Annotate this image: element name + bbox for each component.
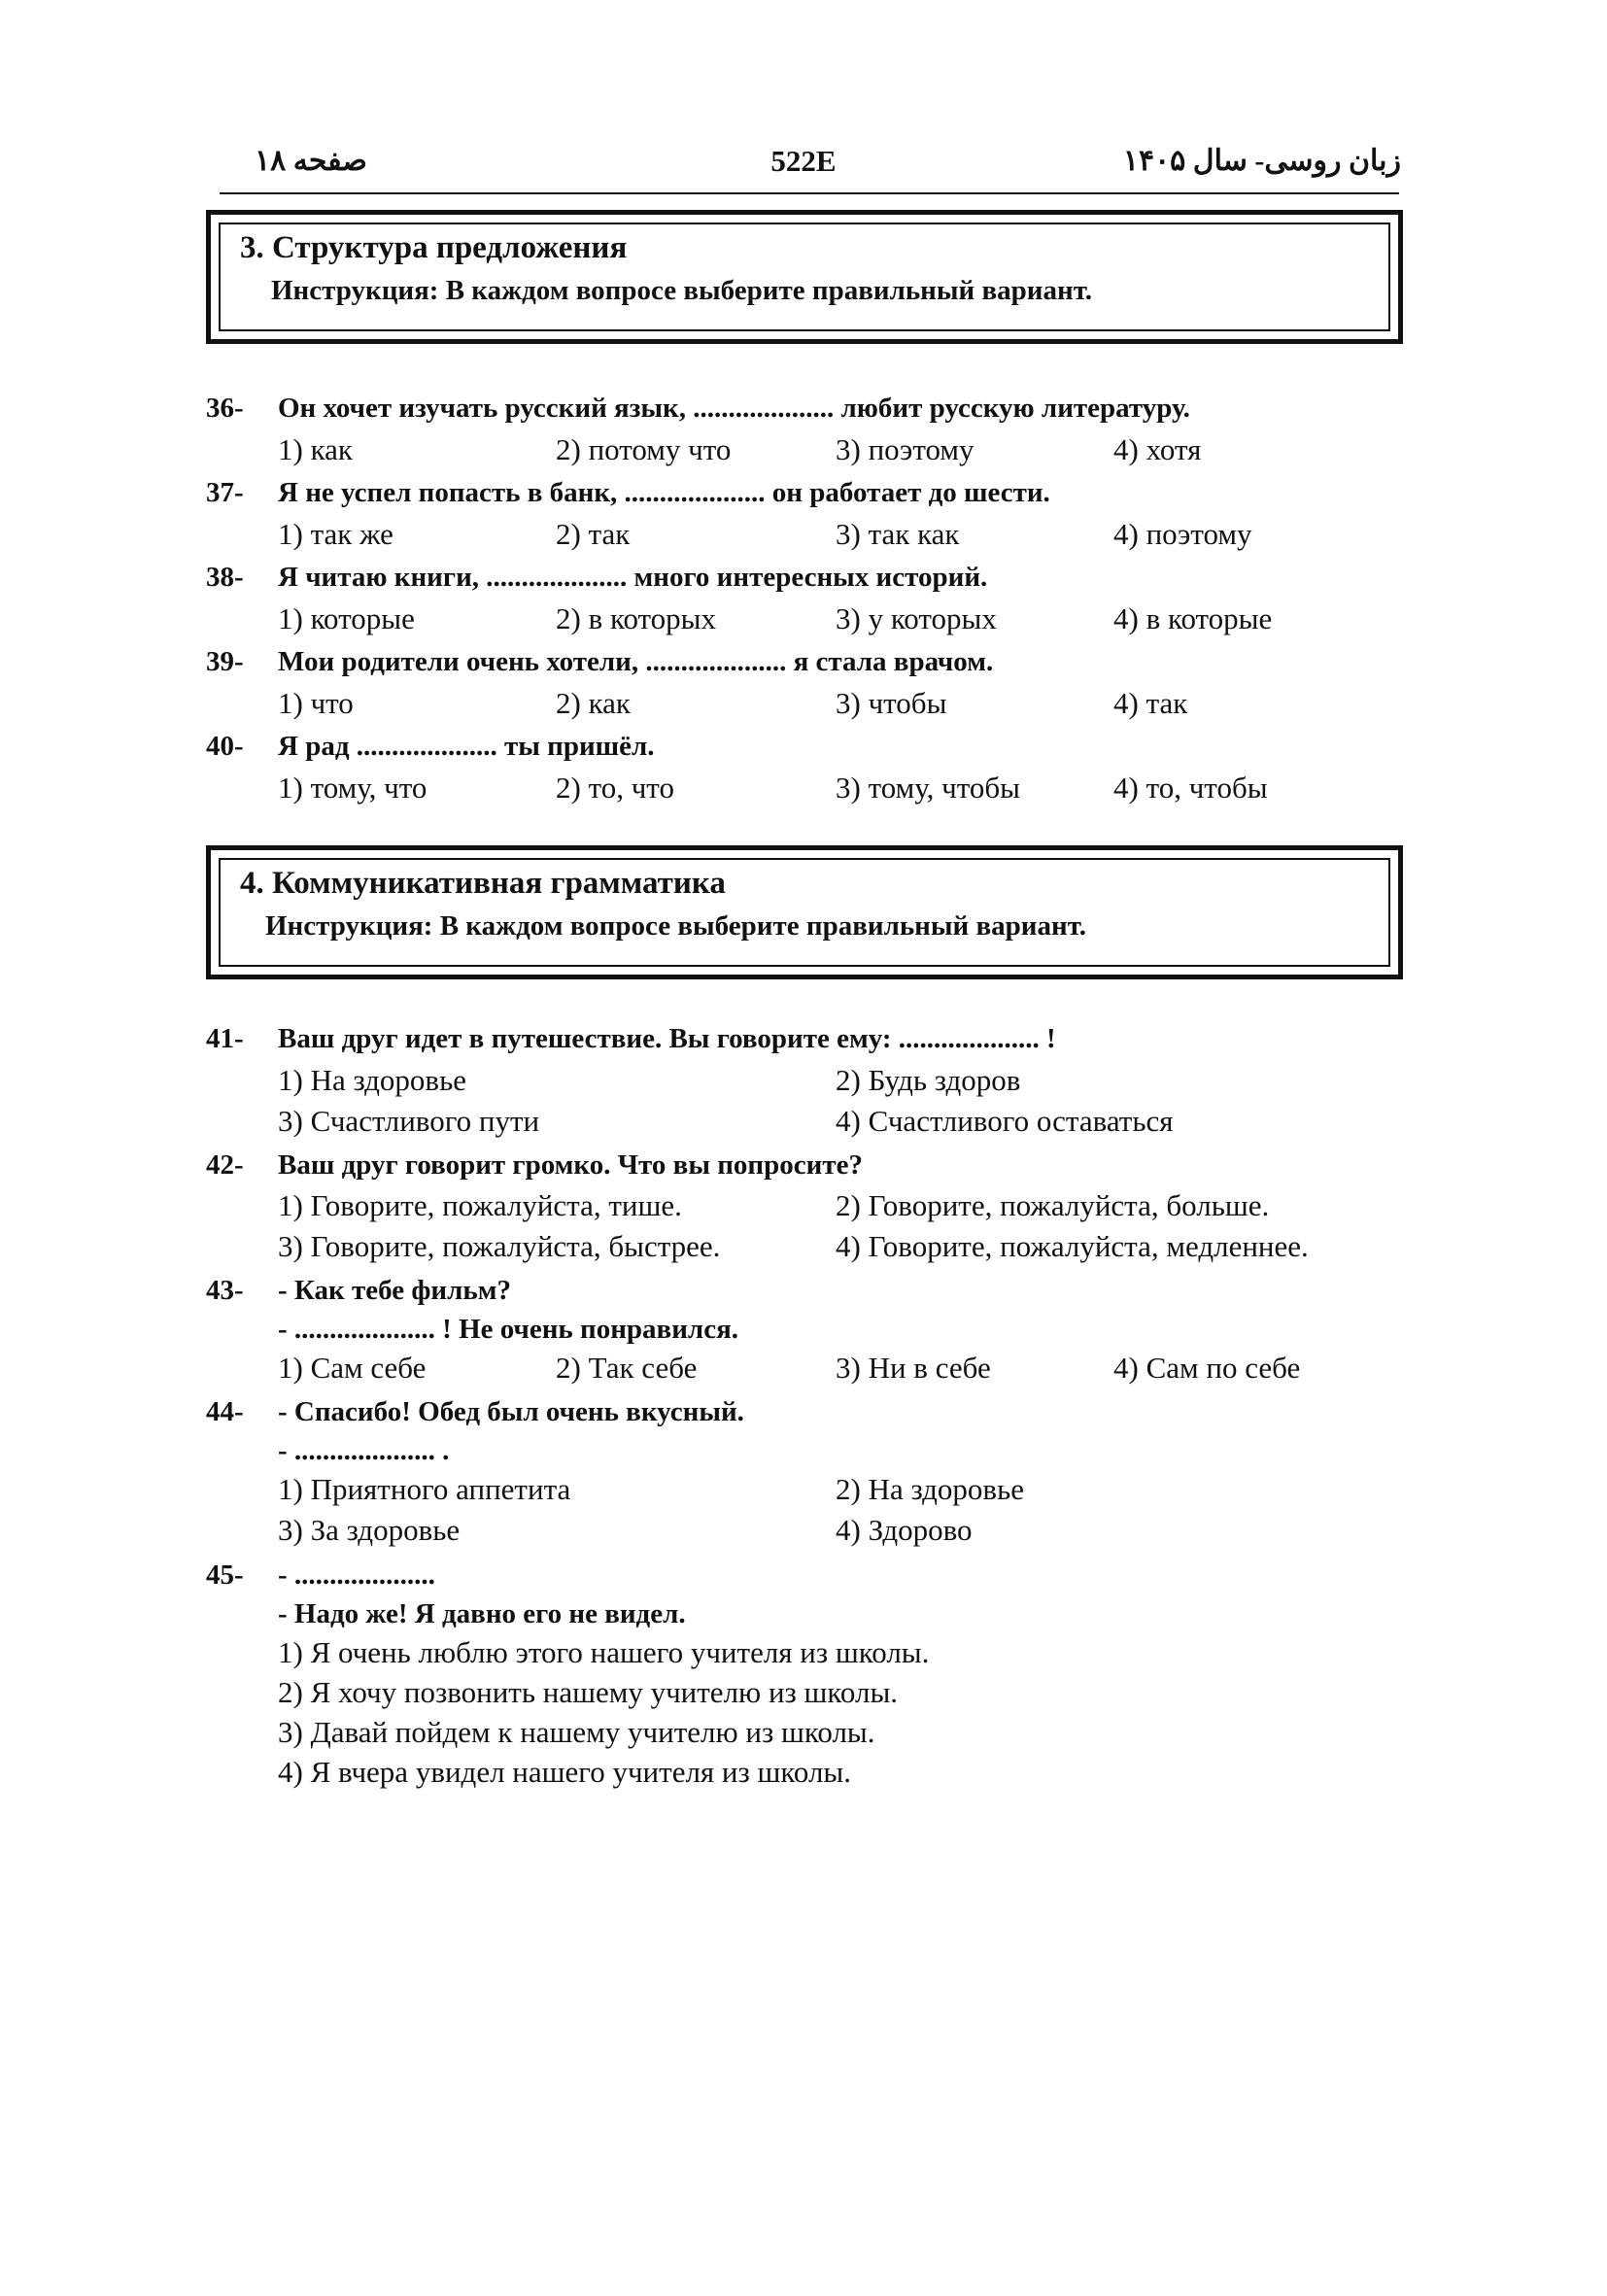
section-3-box xyxy=(206,210,1403,344)
option-2[interactable]: 2) На здоровье xyxy=(836,1472,1024,1506)
option-2[interactable]: 2) потому что xyxy=(556,432,732,466)
section-3-title: 3. Структура предложения xyxy=(240,230,628,265)
question-text-line-2: - Надо же! Я давно его не видел. xyxy=(278,1598,686,1629)
option-2[interactable]: 2) Говорите, пожалуйста, больше. xyxy=(836,1188,1270,1222)
question-text-line-1: - Спасибо! Обед был очень вкусный. xyxy=(278,1396,744,1427)
option-2[interactable]: 2) так xyxy=(556,517,631,551)
option-3[interactable]: 3) тому, чтобы xyxy=(836,771,1020,805)
option-1[interactable]: 1) которые xyxy=(278,601,415,635)
option-3[interactable]: 3) Говорите, пожалуйста, быстрее. xyxy=(278,1229,721,1263)
option-4[interactable]: 4) Счастливого оставаться xyxy=(836,1104,1174,1138)
option-1[interactable]: 1) как xyxy=(278,432,353,466)
question-number: 45- xyxy=(206,1559,244,1591)
question-text: Ваш друг говорит громко. Что вы попросите? xyxy=(278,1149,863,1181)
option-2[interactable]: 2) Будь здоров xyxy=(836,1063,1021,1097)
question-text: Я рад .................... ты пришёл. xyxy=(278,731,655,762)
section-4-title: 4. Коммуникативная грамматика xyxy=(240,866,726,901)
option-2[interactable]: 2) то, что xyxy=(556,771,674,805)
question-number: 38- xyxy=(206,562,244,593)
question-text: Ваш друг идет в путешествие. Вы говорите ему: .................... ! xyxy=(278,1023,1056,1054)
question-number: 43- xyxy=(206,1275,244,1306)
option-3[interactable]: 3) За здоровье xyxy=(278,1513,461,1547)
option-3[interactable]: 3) Ни в себе xyxy=(836,1351,991,1385)
question-text-line-1: - .................... xyxy=(278,1559,435,1591)
option-2[interactable]: 2) в которых xyxy=(556,601,717,635)
option-3[interactable]: 3) Давай пойдем к нашему учителю из школы. xyxy=(278,1715,875,1749)
question-number: 36- xyxy=(206,393,244,424)
header-rule xyxy=(220,192,1399,194)
option-1[interactable]: 1) Сам себе xyxy=(278,1351,427,1385)
option-4[interactable]: 4) в которые xyxy=(1113,601,1273,635)
question-number: 42- xyxy=(206,1149,244,1181)
question-text: Я не успел попасть в банк, .................... он работает до шести. xyxy=(278,477,1050,508)
option-4[interactable]: 4) так xyxy=(1113,686,1188,720)
option-1[interactable]: 1) Говорите, пожалуйста, тише. xyxy=(278,1188,682,1222)
option-1[interactable]: 1) что xyxy=(278,686,354,720)
exam-subject-year: زبان روسی- سال ۱۴۰۵ xyxy=(1122,145,1401,177)
option-4[interactable]: 4) Говорите, пожалуйста, медленнее. xyxy=(836,1229,1309,1263)
section-4-box xyxy=(206,845,1403,979)
question-text-line-2: - .................... . xyxy=(278,1435,450,1466)
question-number: 37- xyxy=(206,477,244,508)
page-number: صفحه ۱۸ xyxy=(255,145,367,177)
question-number: 39- xyxy=(206,646,244,677)
option-4[interactable]: 4) Сам по себе xyxy=(1113,1351,1301,1385)
option-4[interactable]: 4) хотя xyxy=(1113,432,1202,466)
question-number: 40- xyxy=(206,731,244,762)
option-1[interactable]: 1) Приятного аппетита xyxy=(278,1472,571,1506)
option-3[interactable]: 3) поэтому xyxy=(836,432,974,466)
option-3[interactable]: 3) чтобы xyxy=(836,686,947,720)
question-text: Он хочет изучать русский язык, .................... любит русскую литературу. xyxy=(278,393,1190,424)
option-2[interactable]: 2) Я хочу позвонить нашему учителю из школы. xyxy=(278,1675,899,1709)
option-1[interactable]: 1) На здоровье xyxy=(278,1063,466,1097)
section-3-instruction: Инструкция: В каждом вопросе выберите правильный вариант. xyxy=(271,275,1093,306)
option-2[interactable]: 2) Так себе xyxy=(556,1351,698,1385)
option-4[interactable]: 4) Здорово xyxy=(836,1513,973,1547)
option-4[interactable]: 4) поэтому xyxy=(1113,517,1252,551)
question-text: Я читаю книги, .................... много интересных историй. xyxy=(278,562,988,593)
option-3[interactable]: 3) Счастливого пути xyxy=(278,1104,540,1138)
option-2[interactable]: 2) как xyxy=(556,686,631,720)
option-4[interactable]: 4) Я вчера увидел нашего учителя из школы. xyxy=(278,1755,852,1789)
option-3[interactable]: 3) так как xyxy=(836,517,960,551)
exam-code: 522E xyxy=(770,144,837,178)
option-1[interactable]: 1) тому, что xyxy=(278,771,427,805)
option-1[interactable]: 1) Я очень люблю этого нашего учителя из школы. xyxy=(278,1635,930,1669)
option-1[interactable]: 1) так же xyxy=(278,517,393,551)
question-text-line-1: - Как тебе фильм? xyxy=(278,1275,512,1306)
option-4[interactable]: 4) то, чтобы xyxy=(1113,771,1268,805)
section-4-instruction: Инструкция: В каждом вопросе выберите правильный вариант. xyxy=(265,910,1087,942)
question-text: Мои родители очень хотели, .................... я стала врачом. xyxy=(278,646,994,677)
question-number: 41- xyxy=(206,1023,244,1054)
question-number: 44- xyxy=(206,1396,244,1427)
question-text-line-2: - .................... ! Не очень понравился. xyxy=(278,1314,739,1345)
option-3[interactable]: 3) у которых xyxy=(836,601,997,635)
